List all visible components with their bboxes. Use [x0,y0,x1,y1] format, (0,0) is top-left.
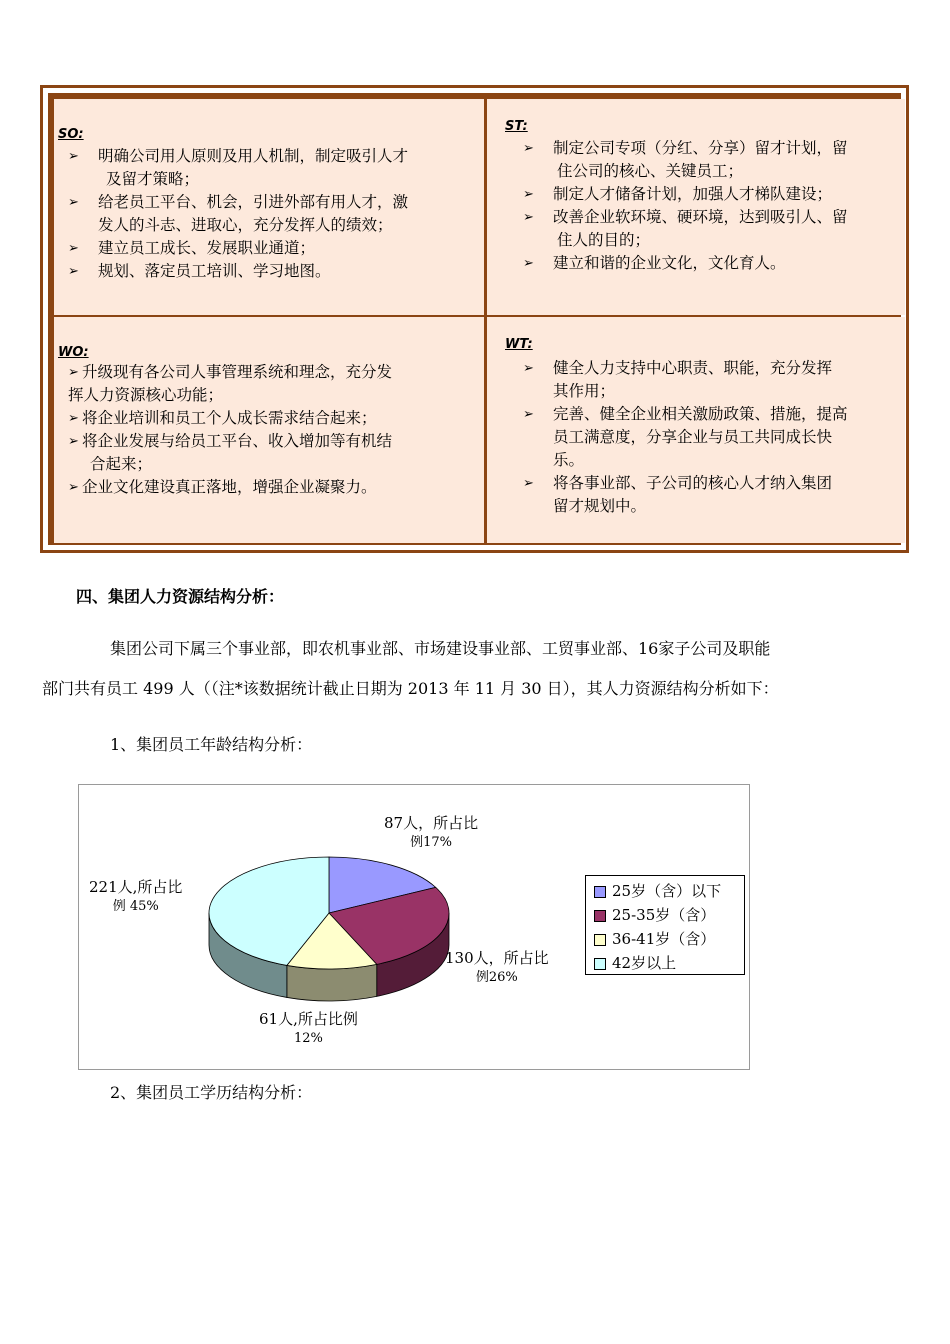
legend-swatch [594,886,606,898]
section-heading: 四、集团人力资源结构分析： [76,587,285,606]
arrow-bullet-icon: ➢ [523,141,534,156]
quadrant-list-st [523,137,899,275]
list-item: ➢ 完善、健全企业相关激励政策、措施，提高 员工满意度，分享企业与员工共同成长快 乐。 [523,405,848,469]
legend-item: 25岁（含）以下 [594,879,744,903]
list-item: ➢ 制定公司专项（分红、分享）留才计划，留 住公司的核心、关键员工； [523,139,848,180]
arrow-bullet-icon: ➢ [68,480,79,495]
quadrant-heading-st: ST: [505,119,528,134]
arrow-bullet-icon: ➢ [523,187,534,202]
paragraph-line-1: 集团公司下属三个事业部，即农机事业部、市场建设事业部、工贸事业部、16家子公司及职能 [110,639,771,658]
swot-matrix [40,85,909,553]
swot-quadrant-wt [487,317,905,543]
arrow-bullet-icon: ➢ [68,241,79,256]
list-item: ➢ 将企业培训和员工个人成长需求结合起来； [68,407,478,430]
quadrant-heading-wt: WT: [505,337,533,352]
data-label-slice-3: 221人,所占比 例 45% [89,878,183,914]
data-label-slice-0: 87人，所占比 例17% [384,814,479,850]
legend-item: 42岁以上 [594,951,744,975]
list-item: ➢ 升级现有各公司人事管理系统和理念，充分发 挥人力资源核心功能； [68,363,393,404]
section-paragraph [42,629,896,709]
arrow-bullet-icon: ➢ [68,434,79,449]
list-item: ➢ 建立和谐的企业文化，文化育人。 [523,252,899,275]
list-item: ➢ 将各事业部、子公司的核心人才纳入集团 留才规划中。 [523,474,833,515]
legend-item: 36-41岁（含） [594,927,744,951]
arrow-bullet-icon: ➢ [68,365,79,380]
arrow-bullet-icon: ➢ [523,407,534,422]
legend-swatch [594,958,606,970]
quadrant-list-wo [68,361,478,499]
arrow-bullet-icon: ➢ [68,149,79,164]
list-item: ➢ 建立员工成长、发展职业通道； [68,237,478,260]
list-item: ➢ 将企业发展与给员工平台、收入增加等有机结 合起来； [68,432,393,473]
swot-quadrant-wo [54,317,484,543]
list-item: ➢ 给老员工平台、机会，引进外部有用人才，激 发人的斗志、进取心，充分发挥人的绩效； [68,193,409,234]
quadrant-heading-so: SO: [58,127,84,142]
subsection-heading-education: 2、集团员工学历结构分析： [110,1083,313,1102]
paragraph-line-2: 部门共有员工 499 人（（注*该数据统计截止日期为 2013 年 11 月 30 日），其人力资源结构分析如下： [42,679,779,698]
data-label-slice-1: 130人，所占比 例26% [445,949,549,985]
swot-quadrant-so [54,99,484,315]
list-item: ➢ 规划、落定员工培训、学习地图。 [68,260,478,283]
quadrant-list-wt [523,357,899,518]
swot-inner-frame [48,93,901,545]
list-item: ➢ 明确公司用人原则及用人机制，制定吸引人才 及留才策略； [68,147,409,188]
arrow-bullet-icon: ➢ [68,195,79,210]
data-label-slice-2: 61人,所占比例 12% [259,1010,358,1046]
arrow-bullet-icon: ➢ [523,476,534,491]
legend-swatch [594,934,606,946]
arrow-bullet-icon: ➢ [68,411,79,426]
list-item: ➢ 制定人才储备计划，加强人才梯队建设； [523,183,899,206]
list-item: ➢ 企业文化建设真正落地，增强企业凝聚力。 [68,476,478,499]
list-item: ➢ 改善企业软环境、硬环境，达到吸引人、留 住人的目的； [523,208,848,249]
legend-item: 25-35岁（含） [594,903,744,927]
subsection-heading-age: 1、集团员工年龄结构分析： [110,735,313,754]
quadrant-heading-wo: WO: [58,345,89,360]
legend-swatch [594,910,606,922]
arrow-bullet-icon: ➢ [523,361,534,376]
arrow-bullet-icon: ➢ [523,256,534,271]
arrow-bullet-icon: ➢ [68,264,79,279]
swot-quadrant-st [487,99,905,315]
arrow-bullet-icon: ➢ [523,210,534,225]
pie-slice-side-2 [287,964,377,1001]
age-structure-chart [78,784,750,1070]
chart-legend [585,875,745,975]
quadrant-list-so [68,145,478,283]
list-item: ➢ 健全人力支持中心职责、职能，充分发挥 其作用； [523,359,833,400]
